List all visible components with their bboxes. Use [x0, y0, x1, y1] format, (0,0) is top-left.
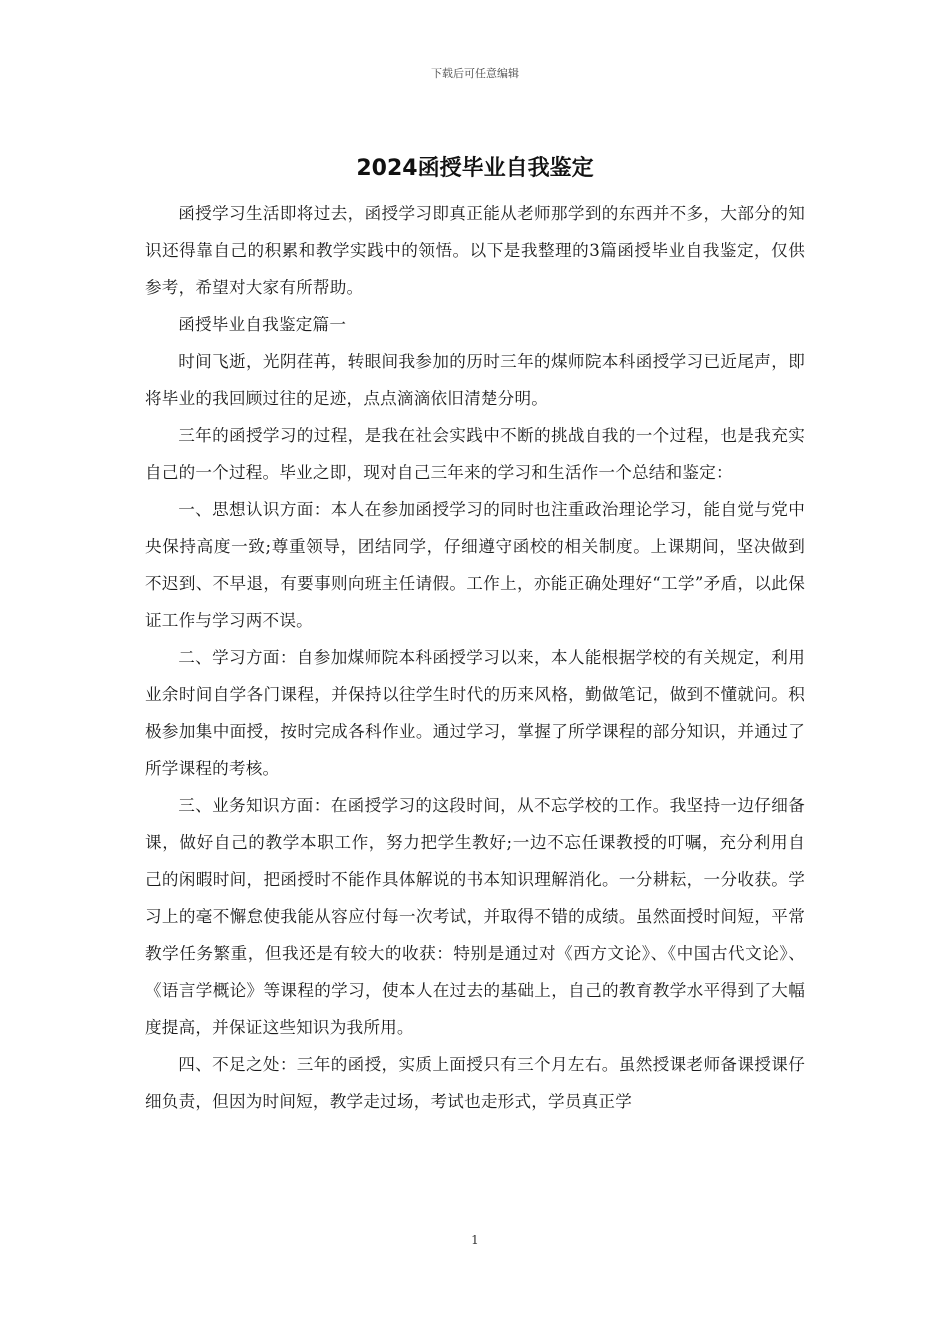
- paragraph-intro: 函授学习生活即将过去，函授学习即真正能从老师那学到的东西并不多，大部分的知识还得靠自己的积累和教学实践中的领悟。以下是我整理的3篇函授毕业自我鉴定，仅供参考，希望对大家有所帮助。: [145, 204, 805, 297]
- page-number: 1: [471, 1233, 479, 1247]
- paragraph-professional-knowledge: 三、业务知识方面：在函授学习的这段时间，从不忘学校的工作。我坚持一边仔细备课，做好自己的教学本职工作，努力把学生教好;一边不忘任课教授的叮嘱，充分利用自己的闲暇时间，把函授时不能作具体解说的书本知识理解消化。一分耕耘，一分收获。学习上的毫不懈怠使我能从容应付每一次考试，并取得不错的成绩。虽然面授时间短，平常教学任务繁重，但我还是有较大的收获：特别是通过对《西方文论》、《中国古代文论》、《语言学概论》等课程的学习，使本人在过去的基础上，自己的教育教学水平得到了大幅度提高，并保证这些知识为我所用。: [145, 796, 805, 1037]
- paragraph-shortcomings: 四、不足之处：三年的函授，实质上面授只有三个月左右。虽然授课老师备课授课仔细负责，但因为时间短，教学走过场，考试也走形式，学员真正学: [145, 1055, 805, 1111]
- paragraph: 时间飞逝，光阴荏苒，转眼间我参加的历时三年的煤师院本科函授学习已近尾声，即将毕业的我回顾过往的足迹，点点滴滴依旧清楚分明。: [145, 352, 805, 408]
- paragraph: 三年的函授学习的过程，是我在社会实践中不断的挑战自我的一个过程，也是我充实自己的一个过程。毕业之即，现对自己三年来的学习和生活作一个总结和鉴定：: [145, 426, 805, 482]
- paragraph-study: 二、学习方面：自参加煤师院本科函授学习以来，本人能根据学校的有关规定，利用业余时间自学各门课程，并保持以往学生时代的历来风格，勤做笔记，做到不懂就问。积极参加集中面授，按时完成各科作业。通过学习，掌握了所学课程的部分知识，并通过了所学课程的考核。: [145, 648, 805, 778]
- paragraph-ideology: 一、思想认识方面：本人在参加函授学习的同时也注重政治理论学习，能自觉与党中央保持高度一致;尊重领导，团结同学，仔细遵守函校的相关制度。上课期间，坚决做到不迟到、不早退，有要事则向班主任请假。工作上，亦能正确处理好“工学”矛盾，以此保证工作与学习两不误。: [145, 500, 805, 630]
- document-body: [145, 195, 805, 1120]
- document-title: 2024函授毕业自我鉴定: [356, 156, 594, 181]
- page-header-note: 下载后可任意编辑: [431, 67, 519, 80]
- section-heading-part-one: 函授毕业自我鉴定篇一: [178, 315, 347, 334]
